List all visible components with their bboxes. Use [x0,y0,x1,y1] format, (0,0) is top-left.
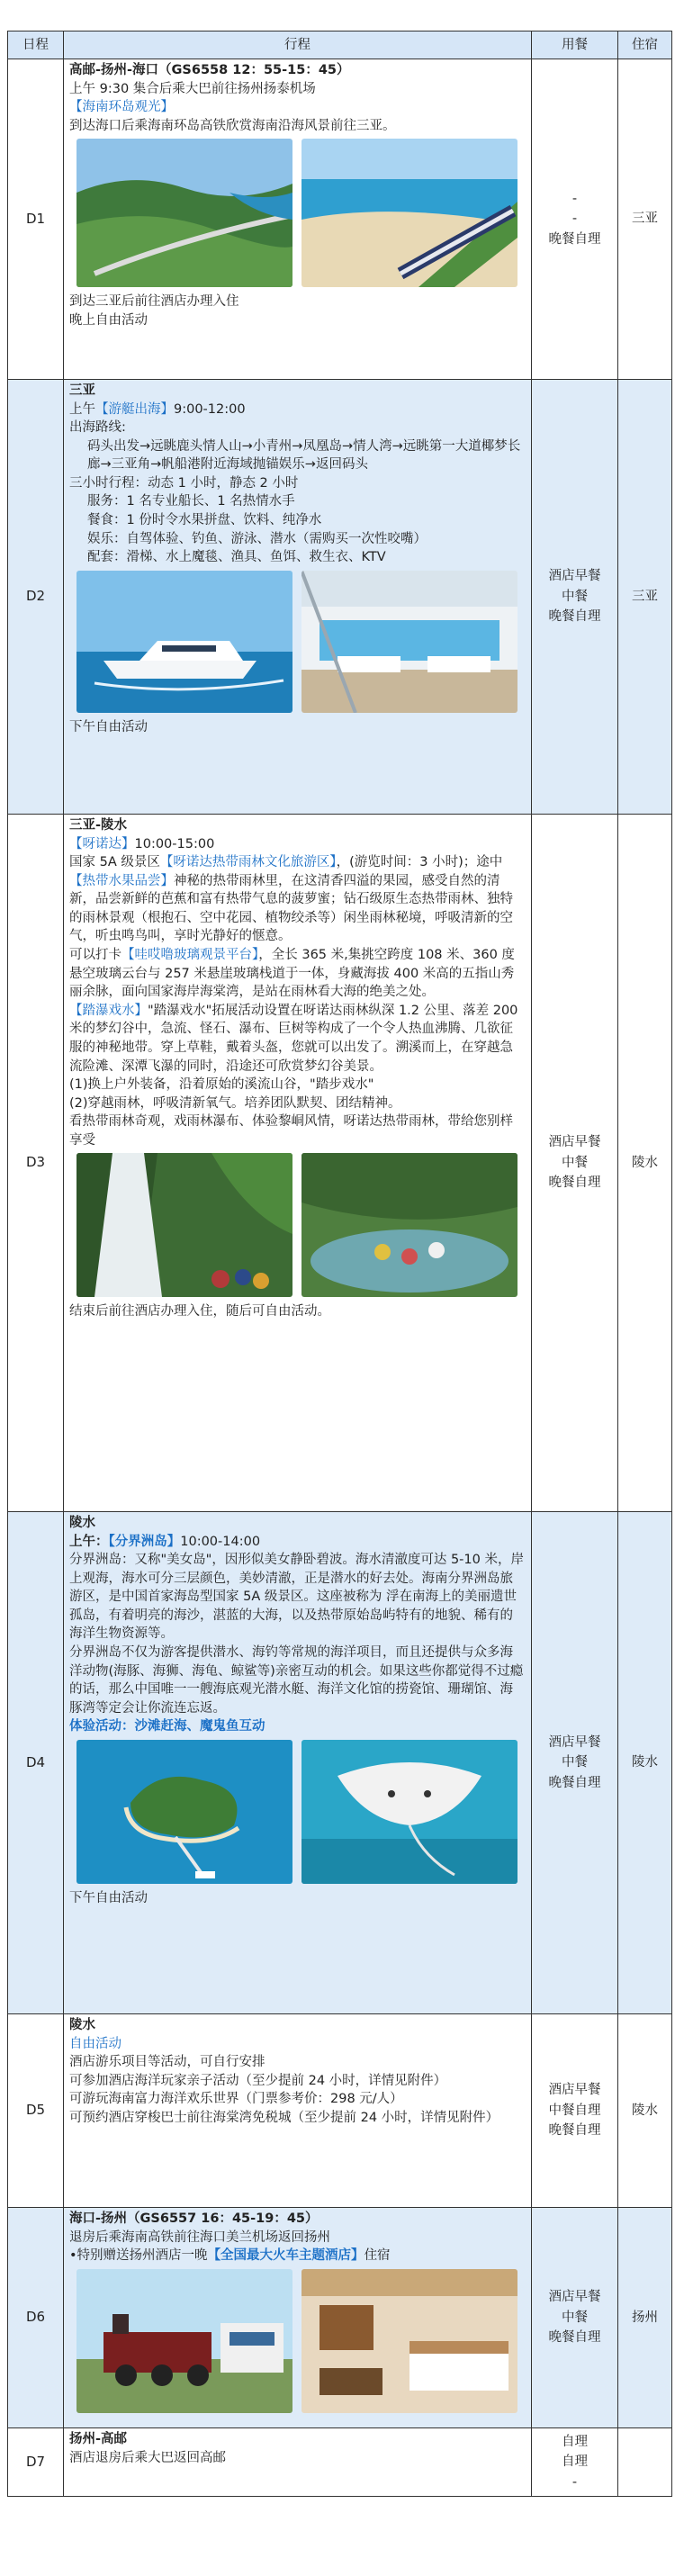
time-range: 10:00-15:00 [134,836,215,851]
trip-line: 餐食：1 份时令水果拼盘、饮料、纯净水 [87,513,322,528]
trip-cell [64,2428,532,2497]
trip-paragraph [69,853,526,946]
day-label: D7 [8,2428,64,2497]
trip-line: 酒店退房后乘大巴返回高邮 [69,2450,226,2465]
day-title: 陵水 [69,1516,95,1530]
meal-breakfast: 酒店早餐 [548,2290,601,2305]
header-meal: 用餐 [532,32,618,59]
trip-line: 到达三亚后前往酒店办理入住 [69,294,239,310]
trip-line: (2)穿越雨林，呼吸清新氧气。培养团队默契、团结精神。 [69,1095,401,1111]
trip-line: 结束后前往酒店办理入住，随后可自由活动。 [69,1304,330,1320]
text-span: ，全长 365 米,集挑空跨度 108 米、360 度悬空玻璃云台与 257 米悬崖玻璃栈道于一体，身藏海拔 400 米高的五指山秀丽余脉，面向国家海岸海棠湾，是站在雨林看大海的绝美之处。 [69,948,515,1000]
header-day: 日程 [8,32,64,59]
header-stay: 住宿 [618,32,672,59]
trip-line: 出海路线: [69,420,126,436]
header-trip: 行程 [64,32,532,59]
day-row-d4 [8,1512,672,2014]
trip-line [69,1533,526,1552]
trip-line: 退房后乘海南高铁前往海口美兰机场返回扬州 [69,2229,330,2245]
meal-cell [532,815,618,1512]
meal-lunch: 自理 [562,2454,588,2470]
stingray-photo [302,1740,518,1884]
time-range: 10:00-14:00 [180,1534,261,1549]
day-row-d1 [8,59,672,380]
waterfall-photo [76,1153,292,1297]
stay-cell: 陵水 [618,815,672,1512]
day-row-d6 [8,2208,672,2428]
meal-cell [532,59,618,380]
highlight-activity: 【游艇出海】 [95,401,174,417]
trip-paragraph: 分界洲岛不仅为游客提供潜水、海钓等常规的海洋项目，而且还提供与众多海洋动物(海豚、海狮、海龟、鲸鲨等)亲密互动的机会。如果这些你都觉得不过瘾的话，那么中国唯一一艘海底观光潜水艇、海洋文化馆的捞瓷馆、珊瑚馆、海豚湾等定会让你流连忘返。 [69,1645,524,1716]
meal-breakfast: - [572,191,578,206]
stay-cell: 陵水 [618,1512,672,2014]
highlight-activity: 【分界洲岛】 [108,1534,181,1549]
highlight-activity: 【哇哎噜玻璃观景平台】 [122,948,259,963]
day-title: 扬州-高邮 [69,2432,128,2446]
trip-line: 下午自由活动 [69,719,148,734]
trip-line [69,2247,526,2265]
day-title: 三亚 [69,383,95,398]
trip-paragraph [69,1002,526,1076]
trip-cell [64,59,532,380]
trip-line [69,401,526,419]
trip-cell [64,2014,532,2208]
stay-cell: 三亚 [618,380,672,815]
day-title: 海口-扬州（GS6557 16：45-19：45） [69,2211,319,2226]
meal-dinner: 晚餐自理 [548,231,601,247]
photo-row [76,1740,526,1884]
day-row-d7 [8,2428,672,2497]
day-label: D3 [8,815,64,1512]
text-span: 住宿 [364,2248,391,2264]
text-span: ，(游览时间：3 小时)；途中 [336,855,503,870]
day-row-d2 [8,380,672,815]
trip-line: 可游玩海南富力海洋欢乐世界（门票参考价：298 元/人） [69,2092,403,2107]
text-span: •特别赠送扬州酒店一晚 [69,2248,208,2264]
yacht-deck-photo [302,571,518,713]
trip-line: 到达海口后乘海南环岛高铁欣赏海南沿海风景前往三亚。 [69,118,396,133]
highlight-activity: 【呀诺达】 [69,836,135,851]
meal-lunch: 中餐 [562,1155,588,1170]
route-line: 码头出发→远眺鹿头情人山→小青州→凤凰岛→情人湾→远眺第一大道椰梦长廊→三亚角→帆船港附近海域抛锚娱乐→返回码头 [87,438,521,473]
trip-cell [64,815,532,1512]
meal-lunch: 中餐自理 [548,2103,601,2118]
meal-breakfast: 酒店早餐 [548,1734,601,1750]
highlight-activity: 【全国最大火车主题酒店】 [207,2248,364,2264]
highlight-activity: 自由活动 [69,2036,122,2051]
steam-train-photo [76,2269,292,2413]
beach-train-photo [302,139,518,287]
itinerary-table [7,31,672,2497]
meal-lunch: - [572,212,578,227]
time-range: 9:00-12:00 [174,401,246,417]
photo-row [76,1153,526,1297]
trip-line: 看热带雨林奇观，戏雨林瀑布、体验黎峒风情，呀诺达热带雨林，带给您别样享受 [69,1114,513,1148]
meal-dinner: 晚餐自理 [548,2330,601,2346]
day-title: 陵水 [69,2018,95,2032]
meal-breakfast: 酒店早餐 [548,2083,601,2098]
trip-cell [64,2208,532,2428]
highlight-activity: 【呀诺达热带雨林文化旅游区】 [159,855,337,870]
text-span: 国家 5A 级景区 [69,855,160,870]
day-row-d3 [8,815,672,1512]
day-label: D2 [8,380,64,815]
day-label: D6 [8,2208,64,2428]
stay-cell [618,2428,672,2497]
yacht-photo [76,571,292,713]
day-label: D4 [8,1512,64,2014]
trip-line: 配套：滑梯、水上魔毯、渔具、鱼饵、救生衣、KTV [87,550,386,565]
meal-cell [532,2428,618,2497]
meal-lunch: 中餐 [562,1755,588,1770]
text-span: 神秘的热带雨林里，在这清香四溢的果园，感受自然的清新，品尝新鲜的芭蕉和富有热带气息的菠萝蜜；钻石级原生态热带雨林、独特的雨林景观（根抱石、空中花园、植物绞杀等）闲坐雨林秘境，呼吸清新的空气，听虫鸣鸟叫，享时光静好的惬意。 [69,873,513,944]
highlight-activity: 【海南环岛观光】 [69,100,174,115]
meal-lunch: 中餐 [562,589,588,604]
highlight-activity: 体验活动：沙滩赶海、魔鬼鱼互动 [69,1719,266,1734]
day-label: D5 [8,2014,64,2208]
rainforest-pool-photo [302,1153,518,1297]
photo-row [76,139,526,287]
trip-line: 上午 9:30 集合后乘大巴前往扬州扬泰机场 [69,81,316,96]
time-prefix: 上午： [69,1534,109,1549]
island-aerial-photo [76,1740,292,1884]
highlight-activity: 【热带水果品尝】 [69,873,174,888]
meal-breakfast: 酒店早餐 [548,569,601,584]
trip-line: 三小时行程：动态 1 小时，静态 2 小时 [69,475,299,491]
text-span: "踏瀑戏水"拓展活动设置在呀诺达雨林纵深 1.2 公里、落差 200 米的梦幻谷中，急流、怪石、瀑布、巨树等构成了一个令人热血沸腾、几欲征服的神秘地带。穿上草鞋，戴着头盔，您就可以出发了。溯溪而上，在穿越急流险滩、深潭飞瀑的同时，沿途还可欣赏梦幻谷美景。 [69,1003,518,1074]
trip-line: (1)换上户外装备，沿着原始的溪流山谷，"踏步戏水" [69,1077,374,1093]
day-label: D1 [8,59,64,380]
day-title: 三亚-陵水 [69,818,128,833]
trip-paragraph: 分界洲岛：又称"美女岛"，因形似美女静卧碧波。海水清澈度可达 5-10 米，岸上观海，海水可分三层颜色，美妙清澈，正是潜水的好去处。海南分界洲岛旅游区，是中国首家海岛型国家 5A 级景区。这座被称为 浮在南海上的美丽遗世孤岛，有着明亮的海沙，湛蓝的大海，以及热带原始岛屿特有的地貌、稀有的海洋生物资源等。 [69,1553,524,1642]
trip-line: 酒店游乐项目等活动，可自行安排 [69,2055,266,2070]
trip-line: 晚上自由活动 [69,312,148,328]
photo-row [76,2269,526,2413]
day-title: 高邮-扬州-海口（GS6558 12：55-15：45） [69,63,350,77]
stay-cell: 扬州 [618,2208,672,2428]
trip-line: 可参加酒店海洋玩家亲子活动（至少提前 24 小时，详情见附件） [69,2073,447,2088]
coast-railway-photo [76,139,292,287]
trip-line: 下午自由活动 [69,1890,148,1905]
meal-dinner: 晚餐自理 [548,1775,601,1790]
text-span: 可以打卡 [69,948,122,963]
table-header-row [8,32,672,59]
highlight-activity: 【踏瀑戏水】 [69,1003,148,1018]
hotel-room-photo [302,2269,518,2413]
stay-cell: 三亚 [618,59,672,380]
trip-line: 服务：1 名专业船长、1 名热情水手 [87,494,295,509]
time-prefix: 上午 [69,401,95,417]
trip-paragraph [69,946,526,1002]
meal-breakfast: 自理 [562,2434,588,2449]
meal-cell [532,380,618,815]
meal-lunch: 中餐 [562,2310,588,2325]
trip-line: 娱乐：自驾体验、钓鱼、游泳、潜水（需购买一次性咬嘴） [87,531,427,546]
meal-dinner: - [572,2474,578,2490]
meal-cell [532,2208,618,2428]
meal-dinner: 晚餐自理 [548,2123,601,2139]
meal-cell [532,1512,618,2014]
trip-line: 可预约酒店穿梭巴士前往海棠湾免税城（至少提前 24 小时，详情见附件） [69,2110,500,2125]
day-row-d5 [8,2014,672,2208]
trip-cell [64,380,532,815]
trip-line [69,835,526,854]
stay-cell: 陵水 [618,2014,672,2208]
meal-cell [532,2014,618,2208]
meal-dinner: 晚餐自理 [548,609,601,625]
meal-breakfast: 酒店早餐 [548,1135,601,1150]
trip-cell [64,1512,532,2014]
photo-row [76,571,526,713]
meal-dinner: 晚餐自理 [548,1175,601,1191]
